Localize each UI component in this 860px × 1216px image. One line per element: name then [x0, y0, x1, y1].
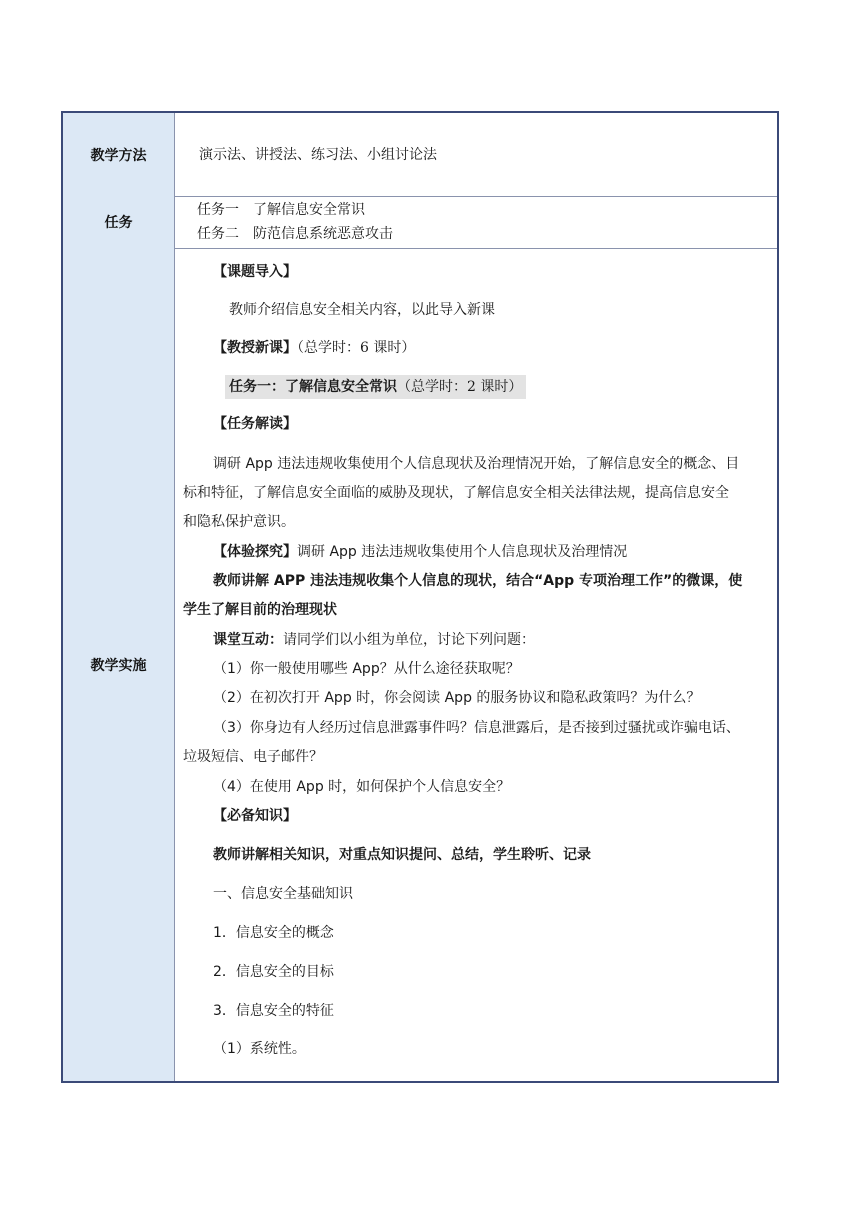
outline-item-3: 3．信息安全的特征	[213, 1003, 334, 1019]
knowledge-heading: 【必备知识】	[213, 808, 297, 824]
teacher-bold-line-2: 学生了解目前的治理现状	[183, 602, 337, 618]
intro-heading: 【课题导入】	[213, 264, 297, 280]
new-lesson-heading: 【教授新课】	[213, 340, 297, 356]
intro-text: 教师介绍信息安全相关内容，以此导入新课	[229, 302, 495, 318]
question-2: （2）在初次打开 App 时，你会阅读 App 的服务协议和隐私政策吗？为什么？	[213, 690, 701, 706]
teacher-bold-line-1: 教师讲解 APP 违法违规收集个人信息的现状，结合“App 专项治理工作”的微课，使	[213, 573, 743, 589]
explore-text: 调研 App 违法违规收集使用个人信息现状及治理情况	[297, 544, 628, 560]
outline-item-1: 1．信息安全的概念	[213, 925, 334, 941]
task-line-1: 任务一 了解信息安全常识	[197, 202, 365, 218]
lesson-plan-table	[61, 111, 779, 1083]
task1-title: 任务一：了解信息安全常识	[229, 379, 397, 395]
explore-heading: 【体验探究】	[213, 544, 297, 560]
interaction-text: 请同学们以小组为单位，讨论下列问题：	[283, 632, 535, 648]
implementation-label: 教学实施	[63, 248, 175, 1081]
task-line-2: 任务二 防范信息系统恶意攻击	[197, 226, 393, 242]
reading-line-1: 调研 App 违法违规收集使用个人信息现状及治理情况开始，了解信息安全的概念、目	[213, 456, 740, 472]
question-3: （3）你身边有人经历过信息泄露事件吗？信息泄露后，是否接到过骚扰或诈骗电话、	[213, 720, 740, 736]
question-3-continued: 垃圾短信、电子邮件？	[183, 749, 323, 765]
explore-line	[213, 542, 627, 562]
implementation-row	[63, 248, 777, 1081]
task-row	[63, 196, 777, 249]
interaction-label: 课堂互动：	[213, 632, 283, 648]
outline-subitem-1: （1）系统性。	[213, 1041, 306, 1057]
teaching-method-row	[63, 113, 777, 197]
reading-line-3: 和隐私保护意识。	[183, 514, 295, 530]
question-4: （4）在使用 App 时，如何保护个人信息安全？	[213, 779, 511, 795]
implementation-content	[175, 248, 777, 1081]
teaching-method-content	[175, 113, 777, 196]
task-content	[175, 196, 777, 248]
task1-title-bar	[225, 375, 526, 399]
question-1: （1）你一般使用哪些 App？从什么途径获取呢？	[213, 661, 520, 677]
teaching-method-label: 教学方法	[63, 113, 175, 196]
teaching-method-text: 演示法、讲授法、练习法、小组讨论法	[199, 147, 437, 163]
new-lesson-line	[213, 338, 415, 358]
reading-heading: 【任务解读】	[213, 416, 297, 432]
task1-hours: （总学时：2 课时）	[397, 379, 523, 395]
knowledge-instruction: 教师讲解相关知识，对重点知识提问、总结，学生聆听、记录	[213, 847, 591, 863]
task-label: 任务	[63, 196, 175, 248]
reading-line-2: 标和特征，了解信息安全面临的威胁及现状，了解信息安全相关法律法规，提高信息安全	[183, 485, 729, 501]
new-lesson-hours: （总学时：6 课时）	[297, 340, 416, 356]
outline-section-1: 一、信息安全基础知识	[213, 886, 353, 902]
interaction-line	[213, 630, 535, 650]
outline-item-2: 2．信息安全的目标	[213, 964, 334, 980]
